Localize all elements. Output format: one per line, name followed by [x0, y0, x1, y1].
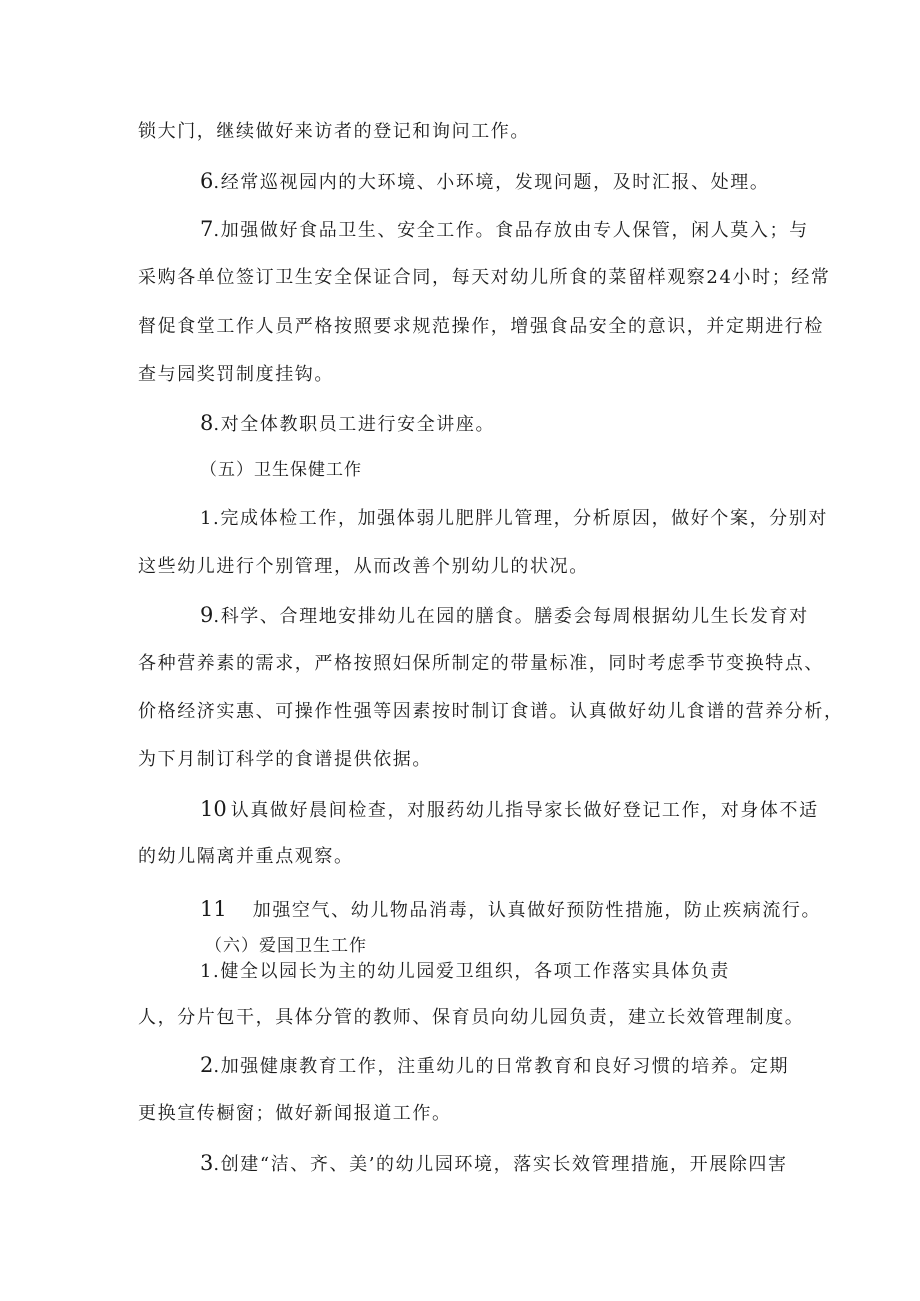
text-line: 采购各单位签订卫生安全保证合同，每天对幼儿所食的菜留样观察24小时；经常: [138, 267, 831, 288]
text-line: 更换宣传橱窗；做好新闻报道工作。: [138, 1103, 452, 1124]
list-item-11: 11 加强空气、幼儿物品消毒，认真做好预防性措施，防止疾病流行。: [200, 897, 822, 921]
text-line: 各种营养素的需求，严格按照妇保所制定的带量标准，同时考虑季节变换特点、: [138, 653, 824, 674]
section-heading-6: （六）爱国卫生工作: [205, 936, 367, 956]
list-item-1: 1.健全以园长为主的幼儿园爱卫组织，各项工作落实具体负责: [200, 961, 730, 982]
text-line: 的幼儿隔离并重点观察。: [138, 846, 354, 867]
text-line: 价格经济实惠、可操作性强等因素按时制订食谱。认真做好幼儿食谱的营养分析，: [138, 701, 844, 722]
text-line: 人，分片包干，具体分管的教师、保育员向幼儿园负责，建立长效管理制度。: [138, 1007, 805, 1028]
text-line: 查与园奖罚制度挂钩。: [138, 364, 334, 385]
text-line: 为下月制订科学的食谱提供依据。: [138, 749, 432, 770]
text-line-continuation: 锁大门，继续做好来访者的登记和询问工作。: [138, 121, 530, 142]
list-item-8: 8.对全体教职员工进行安全讲座。: [200, 411, 496, 435]
list-item-1: 1.完成体检工作，加强体弱儿肥胖儿管理，分析原因，做好个案，分别对: [200, 508, 828, 529]
list-item-2: 2.加强健康教育工作，注重幼儿的日常教育和良好习惯的培养。定期: [200, 1053, 790, 1077]
text-line: 这些幼儿进行个别管理，从而改善个别幼儿的状况。: [138, 556, 589, 577]
list-item-9: 9.科学、合理地安排幼儿在园的膳食。膳委会每周根据幼儿生长发育对: [200, 603, 809, 627]
list-item-7: 7.加强做好食品卫生、安全工作。食品存放由专人保管，闲人莫入；与: [200, 217, 809, 241]
list-item-6: 6.经常巡视园内的大环境、小环境，发现问题，及时汇报、处理。: [200, 169, 770, 193]
section-heading-5: （五）卫生保健工作: [200, 460, 362, 480]
list-item-3: 3.创建“洁、齐、美’的幼儿园环境，落实长效管理措施，开展除四害: [200, 1151, 788, 1175]
list-item-10: 10 认真做好晨间检查，对服药幼儿指导家长做好登记工作，对身体不适: [200, 797, 819, 821]
text-line: 督促食堂工作人员严格按照要求规范操作，增强食品安全的意识，并定期进行检: [138, 316, 824, 337]
